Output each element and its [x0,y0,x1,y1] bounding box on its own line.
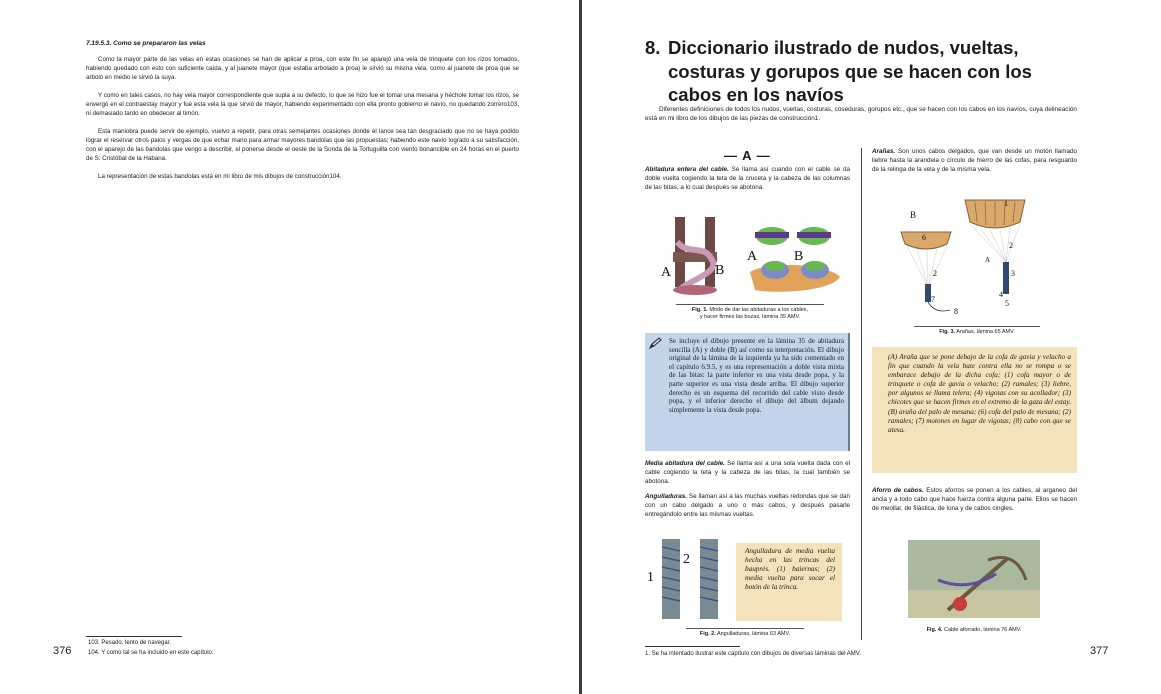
entry-angulladuras-text: Se llaman así a las muchas vueltas redondas que se dan con un cabo delgado a uno o más cabos, y después pasarle entregándolo entre las mismas vueltas. [645,493,850,518]
fig3-num-7: 7 [931,295,935,304]
cable-knot [805,261,825,271]
fig1-caption-text: Modo de dar las abitaduras a los cables, [707,307,809,313]
cable-knot [765,261,785,271]
bitt-base [673,285,717,295]
cable-section [797,232,831,238]
entry-abitadura-text: Se llama así cuando con el cable se da doble vuelta cogiendo la teta de la cruceta y la cabeza de las columnas de las bitas, a lo cual después se abotona. [645,166,850,191]
paragraph-2: Y como en tales casos, no hay vela mayor correspondiente que supla a su defecto, lo que se hizo fue el tomar una mesana y héchole tomar los rizos, se envergó en el contraestay mayor y fue esta vela la que sirvió de mayor, habiendo experimentado con ella pronto gobierno el navío, no quedando zorrero103, ni demasiado tardo en obedecer al timón. [86,92,519,117]
fig3-num-4: 4 [999,290,1003,299]
letter-heading: — A — [724,148,771,163]
fig4-caption-text: Cable aforrado, lámina 76 AMV. [942,627,1022,633]
entry-angulladuras-term: Angulladuras. [645,493,687,500]
footnote-rule [645,646,740,647]
footnote-1: 1. Se ha intentado ilustrar este capítulo con dibujos de diversas láminas del AMV. [645,651,861,657]
footnote-103: 103. Pesado, lento de navegar. [88,640,172,646]
fig3-letter-b: B [910,210,917,220]
euphroe [1003,262,1009,294]
page-number-left: 376 [53,645,72,657]
entry-aforro-term: Aforro de cabos. [872,487,924,494]
fig3-letter-a: A [985,256,991,264]
fig3-num-6: 6 [922,233,926,242]
figure-1-caption [675,307,825,321]
fig1-letter-b: B [715,263,725,278]
entry-media-abitadura [645,460,850,487]
caption-rule [676,304,824,305]
fig2-explanation-box [736,543,842,621]
entry-abitadura [645,166,850,193]
entry-aranas-term: Arañas. [872,148,896,155]
fig1-letter-a-right: A [747,249,758,264]
fig3-caption-text: Arañas, lámina 65 AMV. [955,329,1015,335]
fig1-letter-a: A [661,265,672,280]
fig2-box-text: Angulladura de media vuelta hecha en las trincas del bauprés. (1) baiernas; (2) media vuelta para socar el botón de la trinca. [745,547,835,592]
fig1-caption-line2: y hacer firmes las bozas, lámina 35 AMV. [699,314,801,320]
fig2-num-1: 1 [647,570,654,585]
figure-2-caption [680,631,810,638]
top-mizzen [901,232,951,249]
fig3-explanation-box [872,347,1077,473]
figure-4-caption [908,627,1040,634]
entry-aforro [872,487,1077,514]
note-box-text: Se incluye el dibujo presente en la lámina 35 de abitadura sencilla (A) y doble (B) así como su interpretación. El dibujo original de la lámina de la izquierda ya ha sido comentado en el capítulo 6.9.5, y es una representación a doble vista mixta de las bitas: la parte inferior es una vista desde popa, y la parte superior es una vista desde arriba. El dibujo superior derecho es un esquema del recorrido del cable visto desde popa, y el inferior derecho el dibujo del álbum dejando simplemente la vista desde popa. [669,337,844,414]
caption-rule [686,628,804,629]
fig1-label: Fig. 1. [691,307,708,313]
paragraph-4: La representación de estas bandolas está en mi libro de mis dibujos de construcción104. [98,173,342,180]
figure-3-caption [912,329,1042,336]
fig3-label: Fig. 3. [939,329,956,335]
chapter-title [645,36,1065,107]
fig3-num-3: 3 [1011,269,1015,278]
fig1-letter-b-right: B [794,249,804,264]
entry-abitadura-term: Abitadura entera del cable. [645,166,729,173]
chapter-number: 8. [645,37,661,58]
entry-aranas [872,148,1077,175]
fig3-num-1: 1 [1004,199,1008,208]
footnote-104: 104. Y como tal se ha incluido en este capítulo. [88,650,214,656]
fig2-caption-text: Angulladuras, lámina 63 AMV. [715,631,791,637]
caption-rule [914,326,1040,327]
fig3-box-text: (A) Araña que se pone debajo de la cofa de gavia y velacho a fin que cuando la vela bate contra ella no se rompa o se embarace debajo de la dicha cofa; (1) cofa mayor o de trinquete o cofa de gavia o velacho; (2) ramales; (3) liebre, por algunos se llama telera; (4) vigotas con su acollador; (3) chicotes que se hacen firmes en el extremo de la gaza del estay. (B) araña del palo de mesana; (6) cofa del palo de mesana; (2) ramales; (7) motones en lugar de vigotas; (8) cabo con que se atesa. [888,353,1071,434]
chapter-title-text: Diccionario ilustrado de nudos, vueltas, costuras y gorupos que se hacen con los cabos en los navíos [668,37,1032,105]
paragraph-3: Esta maniobra puede servir de ejemplo, vuelvo a repetir, para otras semejantes ocasiones donde el lance sea tan desgraciado que no se haya podido lograr el reservar otros palos y vergas de que echar mano para armar mayores bandolas que las propuestas; habiendo este navío logrado a su satisfacción, con el aparejo de las bandolas que vengo a describir, el ponerse desde el oeste de la Sonda de la Tortuguilla con viento bonancible en 24 horas en el puerto de S. Cristóbal de la Habana. [86,128,519,162]
paragraph-1: Como la mayor parte de las velas en estas ocasiones se han de aplicar a proa, con este fin se aparejó una vela de trinquete con los rizos tomados, habiendo quedado con esto con suficiente caída, y al juanete mayor (que estaba arbolado a proa) le sirvió su misma vela, como al juanete de proa que se arboló en medio le sirvió la suya. [86,56,519,81]
pencil-icon [649,337,663,349]
figure-1-illustration [655,212,845,300]
interpretation-note-box [645,333,850,451]
figure-4-illustration [908,540,1040,618]
fig3-num-5: 5 [1005,299,1009,308]
page-number-right: 377 [1090,645,1109,657]
fig3-num-2: 2 [1009,241,1013,250]
figure-2-illustration [645,535,730,623]
anchor-ring [953,597,967,611]
book-spine [579,0,582,694]
section-heading: 7.19.5.3. Como se prepararon las velas [86,40,206,47]
figure-3-illustration [895,192,1055,322]
fig3-num-8: 8 [954,307,958,316]
fig2-num-2: 2 [683,552,690,567]
entry-aforro-text: Estos aforros se ponen a los cables, al arganeo del ancla y a todo cabo que hace fuerza contra alguna parte. Ellos se hacen de meollar, de filástica, de lona y de cabos cingles. [872,487,1077,512]
column-divider [861,148,862,640]
fig3-num-2-mizzen: 2 [933,269,937,278]
entry-angulladuras [645,493,850,520]
fig2-label: Fig. 2. [699,631,716,637]
painting-ground [908,590,1040,618]
chapter-intro: Diferentes definiciones de todos los nudos, vueltas, costuras, coseduras, gorupos etc., que se hacen con los cabos en los navíos, cuya delineación está en mi libro de los dibujos de las piezas de construcción1. [645,106,1077,122]
entry-aranas-text: Son unos cabos delgados, que van desde un motón llamado liebre hasta la arandela o círculo de hierro de las cofas, para resguardo de la relinga de la vela y de la mísma vela. [872,148,1077,173]
fig4-label: Fig. 4. [926,627,943,633]
footnote-rule [86,636,182,637]
cable-section [755,232,789,238]
entry-media-term: Media abitadura del cable. [645,460,725,467]
entry-media-text: Se llama así a una sola vuelta dada con el cable cogiendo la teta y la cabeza de las bitas, la cual también se abotona. [645,460,850,485]
